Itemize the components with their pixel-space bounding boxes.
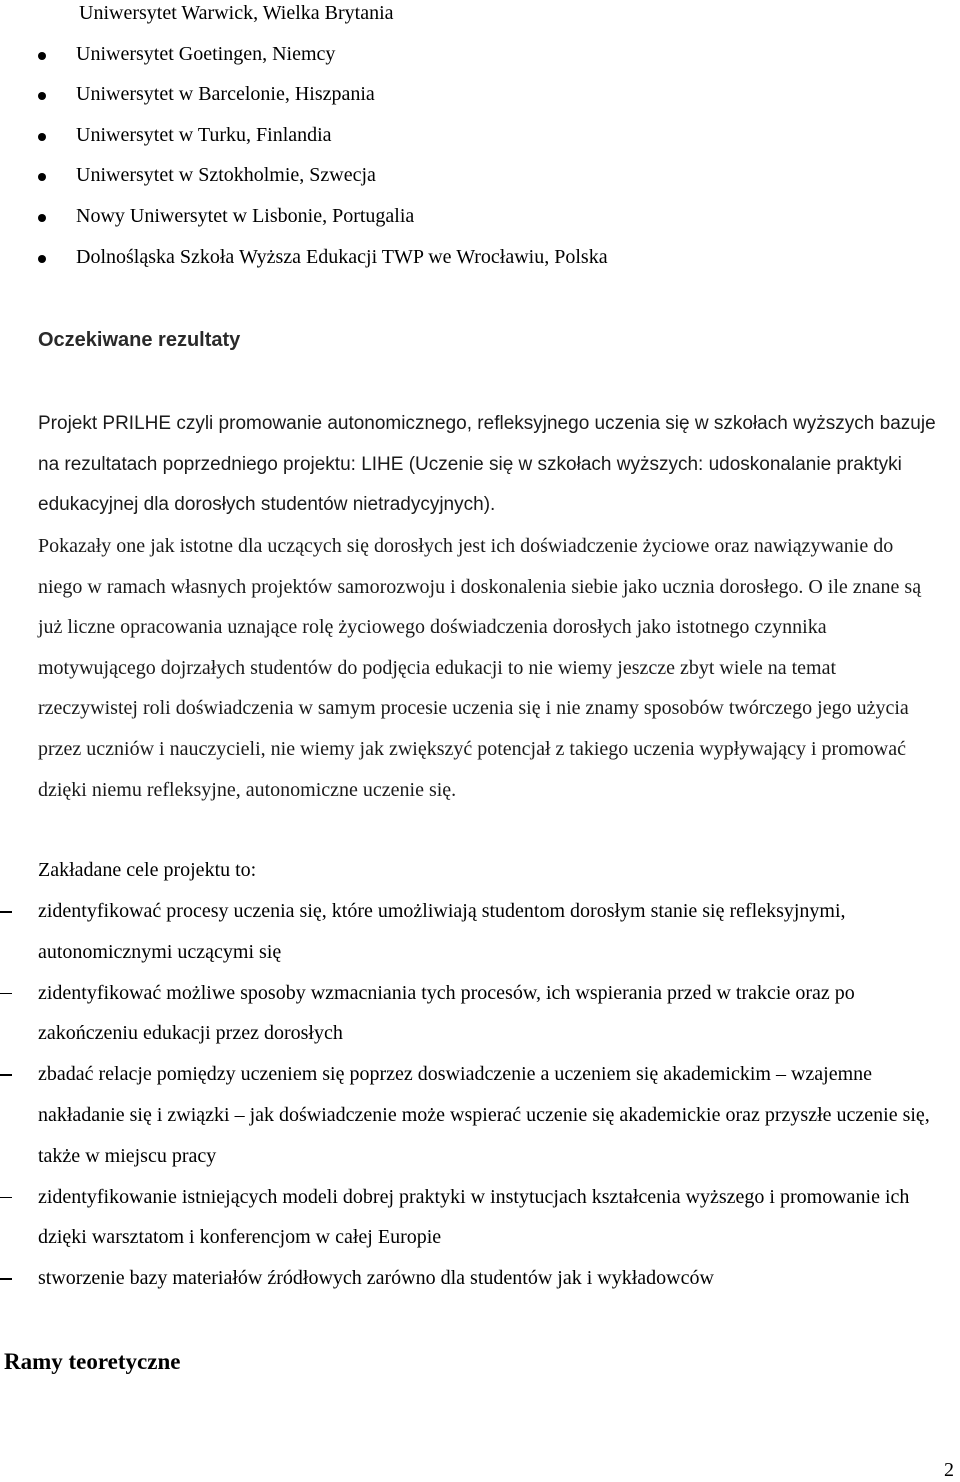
aim-item: [0, 1258, 960, 1299]
aim-text: zidentyfikowanie istniejących modeli dobrej praktyki w instytucjach kształcenia wyższego i promowanie ich dzięki warsztatom i konferencjom w całej Europie: [38, 1185, 910, 1249]
university-name: Dolnośląska Szkoła Wyższa Edukacji TWP we Wrocławiu, Polska: [76, 245, 608, 268]
university-name: Uniwersytet Warwick, Wielka Brytania: [79, 2, 394, 24]
university-list: [0, 0, 608, 284]
university-item: [0, 162, 608, 203]
aim-item: [0, 973, 960, 1055]
aims-intro: Zakładane cele projektu to:: [38, 859, 257, 881]
bullet-icon: [38, 255, 46, 263]
dash-icon: [0, 1197, 12, 1199]
university-item: [0, 203, 608, 244]
aim-text: zidentyfikować możliwe sposoby wzmacniania tych procesów, ich wspierania przed w trakcie oraz po zakończeniu edukacji przez dorosłych: [38, 981, 855, 1045]
bullet-icon: [38, 52, 46, 60]
university-item: [0, 244, 608, 285]
results-paragraph-1: Projekt PRILHE czyli promowanie autonomicznego, refleksyjnego uczenia się w szkołach wyższych bazuje na rezultatach poprzedniego projektu: LIHE (Uczenie się w szkołach wyższych: udoskonalanie praktyki edukacyjnej dla dorosłych studentów nietradycyjnych).: [38, 413, 936, 516]
university-item: [0, 41, 608, 82]
university-name: Nowy Uniwersytet w Lisbonie, Portugalia: [76, 204, 415, 227]
aim-text: stworzenie bazy materiałów źródłowych zarówno dla studentów jak i wykładowców: [38, 1267, 714, 1290]
bullet-icon: [38, 133, 46, 141]
dash-icon: [0, 993, 12, 995]
bullet-icon: [38, 214, 46, 222]
dash-icon: [0, 1074, 12, 1076]
dash-icon: [0, 911, 12, 913]
page-number: 2: [944, 1459, 954, 1481]
aim-item: [0, 1177, 960, 1259]
section-heading-results: Oczekiwane rezultaty: [38, 329, 241, 351]
bullet-icon: [38, 92, 46, 100]
university-item: [0, 81, 608, 122]
aim-text: zbadać relacje pomiędzy uczeniem się poprzez doswiadczenie a uczeniem się akademickim – wzajemne nakładanie się i związki – jak doświadczenie może wspierać uczenie się akademickie oraz przyszłe uczenie się, także w miejscu pracy: [38, 1063, 930, 1167]
university-name: Uniwersytet w Barcelonie, Hiszpania: [76, 83, 375, 106]
university-item: [0, 122, 608, 163]
bullet-icon: [38, 173, 46, 181]
dash-icon: [0, 1278, 12, 1280]
aims-list: [0, 891, 960, 1299]
aim-item: [0, 1054, 960, 1176]
university-item: [0, 0, 608, 41]
university-name: Uniwersytet w Turku, Finlandia: [76, 123, 332, 146]
university-name: Uniwersytet w Sztokholmie, Szwecja: [76, 164, 376, 187]
aim-item: [0, 891, 960, 973]
university-name: Uniwersytet Goetingen, Niemcy: [76, 42, 336, 65]
aim-text: zidentyfikować procesy uczenia się, które umożliwiają studentom dorosłym stanie się refleksyjnymi, autonomicznymi uczącymi się: [38, 900, 846, 963]
results-paragraph-2: Pokazały one jak istotne dla uczących się dorosłych jest ich doświadczenie życiowe oraz nawiązywanie do niego w ramach własnych projektów samorozwoju i doskonalenia siebie jako ucznia dorosłego. O ile znane są już liczne opracowania uznające rolę życiowego doświadczenia dorosłych jako istotnego czynnika motywującego dojrzałych studentów do podjęcia edukacji to nie wiemy jeszcze zbyt wiele na temat rzeczywistej roli doświadczenia w samym procesie uczenia się i nie znamy sposobów twórczego jego użycia przez uczniów i nauczycieli, nie wiemy jak zwiększyć potencjał z takiego uczenia wypływający i promować dzięki niemu refleksyjne, autonomiczne uczenie się.: [38, 535, 922, 801]
section-heading-theory: Ramy teoretyczne: [4, 1349, 181, 1374]
